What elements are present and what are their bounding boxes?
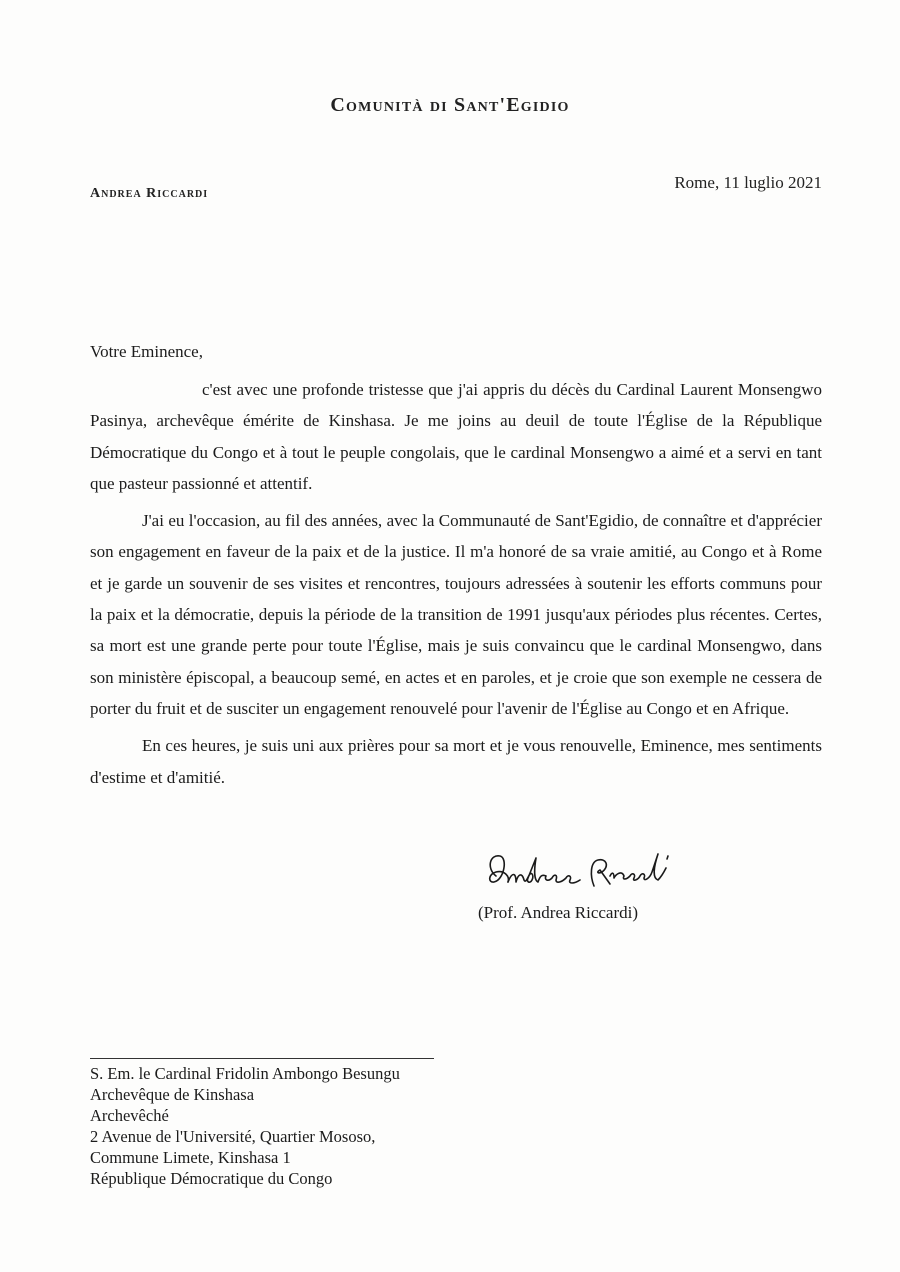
address-line: République Démocratique du Congo: [90, 1169, 333, 1188]
address-line: S. Em. le Cardinal Fridolin Ambongo Besungu: [90, 1064, 400, 1083]
letter-body: [90, 374, 822, 799]
letterhead: Comunità di Sant'Egidio: [330, 94, 570, 116]
sender-name: Andrea Riccardi: [90, 186, 209, 201]
divider-line: [90, 1058, 434, 1059]
address-line: Archevêque de Kinshasa: [90, 1085, 255, 1104]
paragraph: J'ai eu l'occasion, au fil des années, avec la Communauté de Sant'Egidio, de connaître et d'apprécier son engagement en faveur de la paix et de la justice. Il m'a honoré de sa vraie amitié, au Congo et à Rome et je garde un souvenir de ses visites et rencontres, toujours adressées à soutenir les efforts communs pour la paix et la démocratie, depuis la période de la transition de 1991 jusqu'aux périodes plus récentes. Certes, sa mort est une grande perte pour toute l'Église, mais je suis convaincu que le cardinal Monsengwo, dans son ministère épiscopal, a beaucoup semé, en actes et en paroles, et je croie que son exemple ne cessera de porter du fruit et de susciter un engagement renouvelé pour l'avenir de l'Église au Congo et en Afrique.: [90, 511, 822, 718]
paragraph: En ces heures, je suis uni aux prières pour sa mort et je vous renouvelle, Eminence, mes sentiments d'estime et d'amitié.: [90, 736, 822, 787]
address-line: 2 Avenue de l'Université, Quartier Mososo,: [90, 1127, 376, 1146]
salutation: Votre Eminence,: [90, 342, 203, 361]
recipient-address: [90, 1063, 400, 1189]
address-line: Commune Limete, Kinshasa 1: [90, 1148, 291, 1167]
handwritten-signature: [482, 846, 682, 896]
letter-date: Rome, 11 luglio 2021: [674, 173, 822, 192]
paragraph: c'est avec une profonde tristesse que j'ai appris du décès du Cardinal Laurent Monsengwo Pasinya, archevêque émérite de Kinshasa. Je me joins au deuil de toute l'Église de la République Démocratique du Congo et à tout le peuple congolais, que le cardinal Monsengwo a aimé et a servi en tant que pasteur passionné et attentif.: [90, 380, 822, 493]
address-line: Archevêché: [90, 1106, 169, 1125]
signer-name: (Prof. Andrea Riccardi): [478, 903, 639, 922]
